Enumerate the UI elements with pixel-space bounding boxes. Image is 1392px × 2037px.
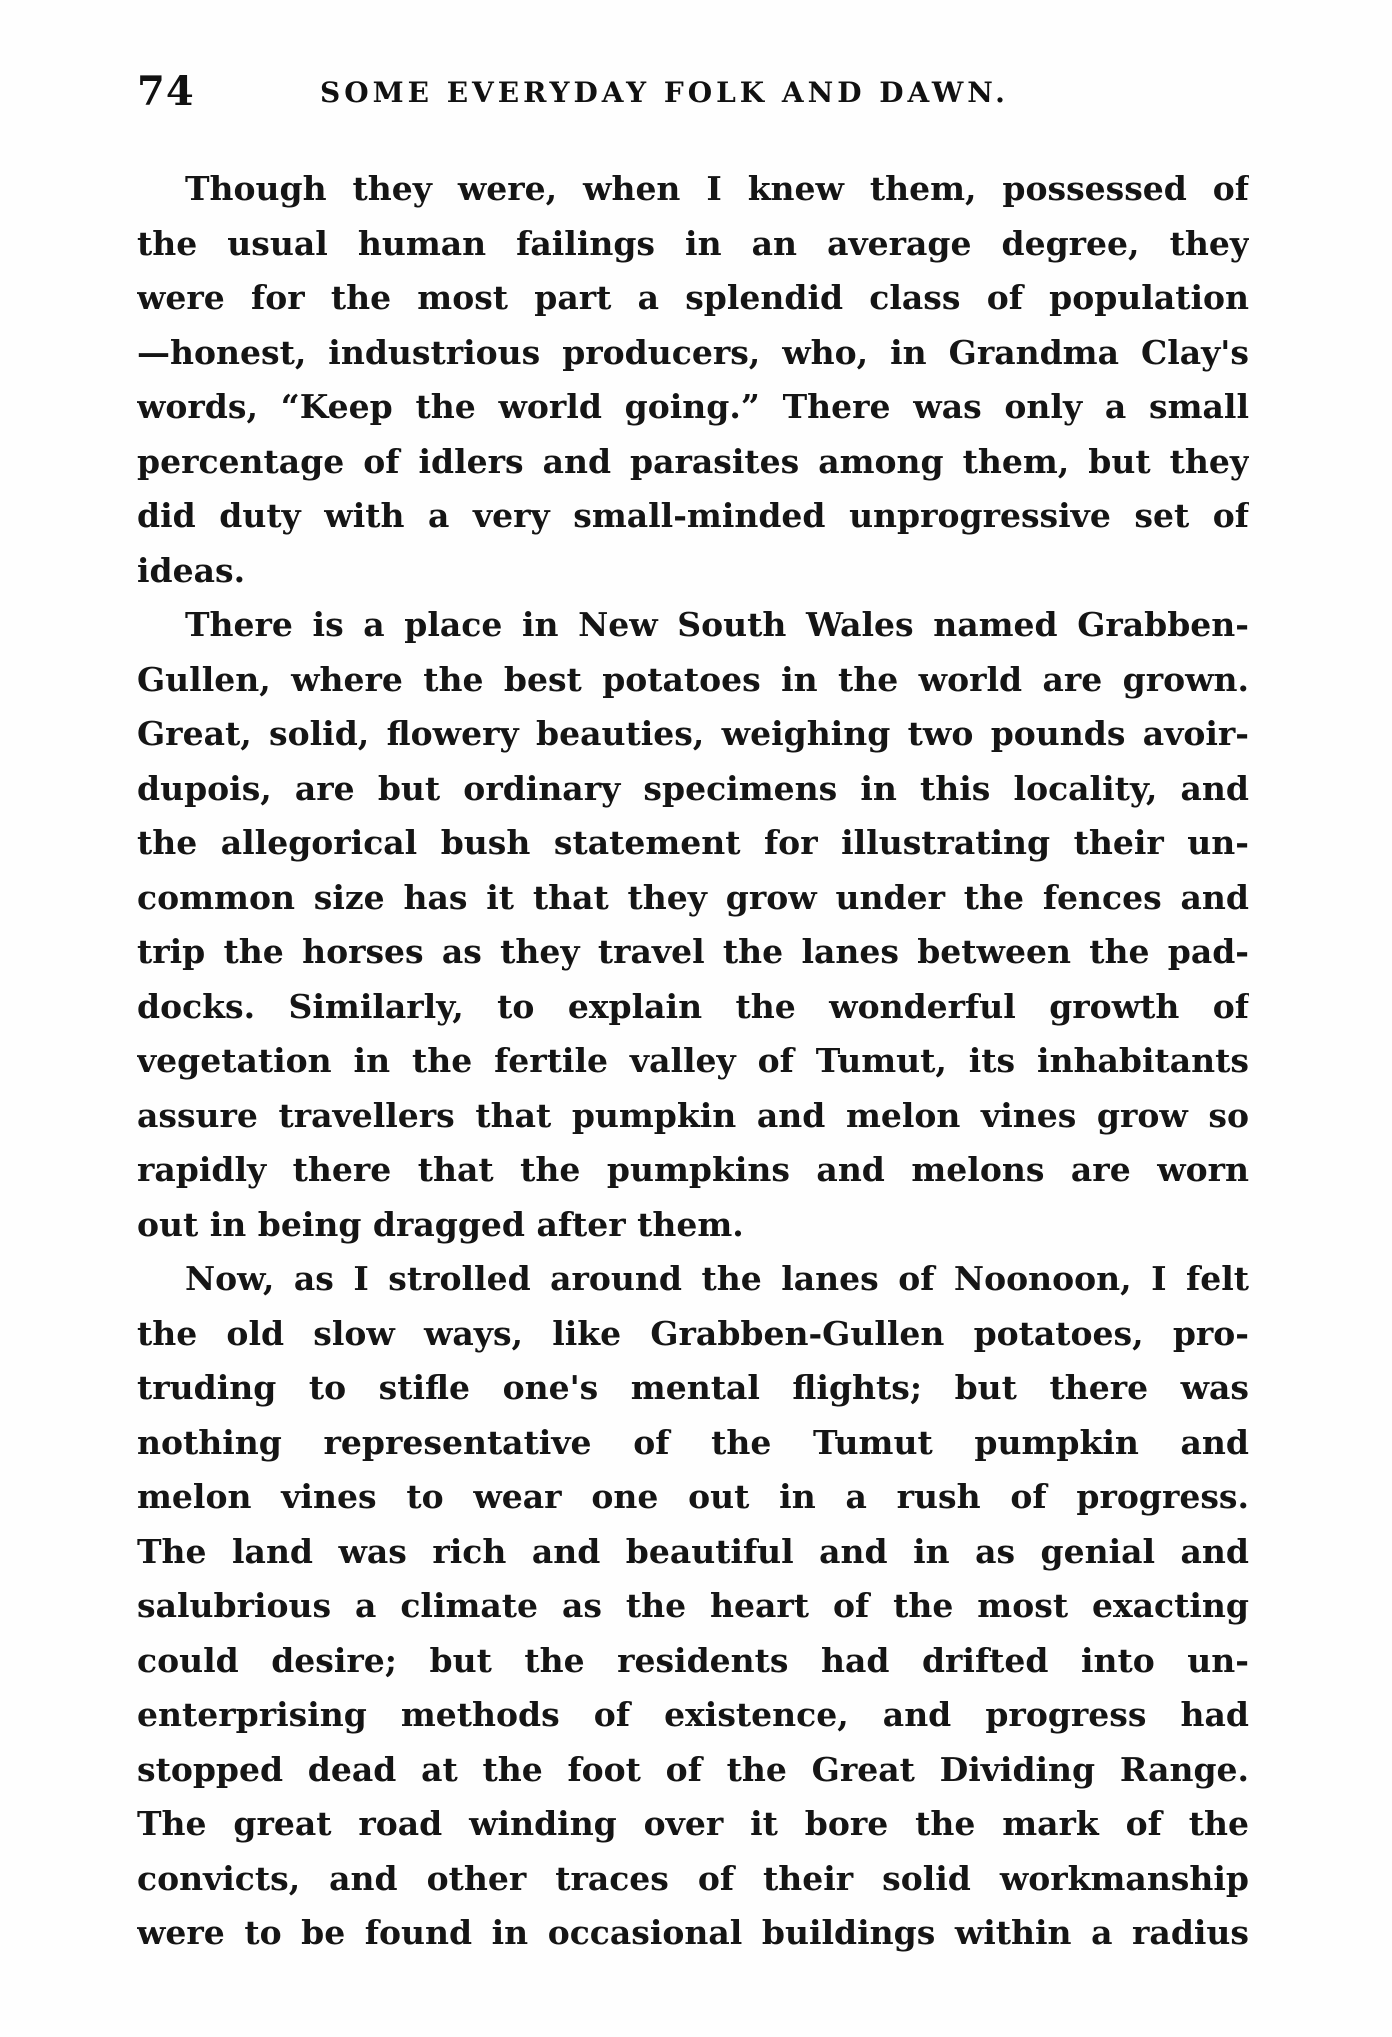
text-line: The land was rich and beautiful and in as genial and bbox=[137, 1531, 1249, 1571]
text-line: trip the horses as they travel the lanes between the pad- bbox=[137, 932, 1249, 971]
text-line: could desire; but the residents had drifted into un- bbox=[137, 1640, 1249, 1680]
paragraph-3 bbox=[137, 1252, 1249, 1961]
text-line: Now, as I strolled around the lanes of Noonoon, I felt bbox=[185, 1259, 1249, 1298]
text-line: truding to stifle one's mental flights; but there was bbox=[137, 1368, 1249, 1407]
text-line: were to be found in occasional buildings within a radius bbox=[137, 1913, 1249, 1952]
text-line: were for the most part a splendid class of population bbox=[137, 278, 1249, 317]
text-line: docks. Similarly, to explain the wonderful growth of bbox=[137, 986, 1249, 1026]
text-line: Gullen, where the best potatoes in the world are grown. bbox=[137, 659, 1249, 699]
text-line: the allegorical bush statement for illustrating their un- bbox=[137, 823, 1249, 862]
text-line: stopped dead at the foot of the Great Dividing Range. bbox=[137, 1749, 1249, 1789]
paragraph-2 bbox=[137, 598, 1249, 1252]
page-number: 74 bbox=[137, 68, 195, 115]
body-text bbox=[137, 162, 1249, 1961]
text-line: common size has it that they grow under the fences and bbox=[137, 877, 1249, 917]
running-title: SOME EVERYDAY FOLK AND DAWN. bbox=[320, 76, 1009, 109]
text-line: —honest, industrious producers, who, in Grandma Clay's bbox=[137, 332, 1249, 372]
text-line: the old slow ways, like Grabben-Gullen potatoes, pro- bbox=[137, 1313, 1249, 1353]
text-line: Though they were, when I knew them, possessed of bbox=[185, 169, 1249, 208]
text-line: salubrious a climate as the heart of the most exacting bbox=[137, 1586, 1249, 1625]
text-line: vegetation in the fertile valley of Tumut, its inhabitants bbox=[137, 1041, 1249, 1080]
paragraph-1 bbox=[137, 162, 1249, 598]
text-line: convicts, and other traces of their solid workmanship bbox=[137, 1858, 1249, 1898]
text-line: words, “Keep the world going.” There was only a small bbox=[137, 387, 1249, 426]
text-line: the usual human failings in an average degree, they bbox=[137, 223, 1249, 263]
text-line: out in being dragged after them. bbox=[137, 1204, 744, 1244]
text-line: rapidly there that the pumpkins and melons are worn bbox=[137, 1150, 1249, 1189]
text-line: enterprising methods of existence, and progress had bbox=[137, 1695, 1249, 1734]
text-line: dupois, are but ordinary specimens in this locality, and bbox=[137, 768, 1249, 808]
text-line: ideas. bbox=[137, 550, 246, 590]
text-line: Great, solid, flowery beauties, weighing two pounds avoir- bbox=[137, 714, 1249, 753]
text-line: The great road winding over it bore the mark of the bbox=[137, 1804, 1249, 1843]
text-line: nothing representative of the Tumut pumpkin and bbox=[137, 1422, 1249, 1462]
page-header bbox=[137, 68, 1247, 128]
text-line: assure travellers that pumpkin and melon vines grow so bbox=[137, 1095, 1249, 1135]
text-line: melon vines to wear one out in a rush of progress. bbox=[137, 1477, 1249, 1516]
text-line: percentage of idlers and parasites among them, but they bbox=[137, 441, 1249, 481]
text-line: did duty with a very small-minded unprogressive set of bbox=[137, 496, 1249, 535]
text-line: There is a place in New South Wales named Grabben- bbox=[185, 605, 1249, 644]
